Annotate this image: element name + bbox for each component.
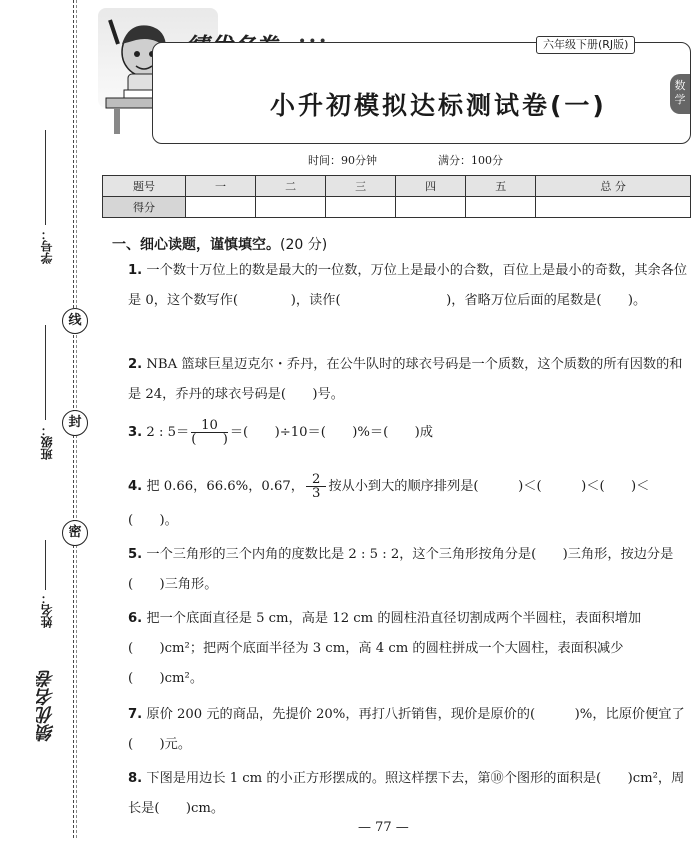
question-number: 7. xyxy=(128,707,143,722)
score-cell-total[interactable] xyxy=(536,197,691,218)
question-text: 一个数十万位上的数是最大的一位数，万位上是最小的合数，百位上是最小的奇数，其余各位是 0，这个数写作( )，读作( )，省略万位后面的尾数是( )。 xyxy=(128,263,688,308)
seal-xian: 线 xyxy=(62,308,88,334)
page-title: 小升初模拟达标测试卷(一) xyxy=(270,91,607,120)
subject-char-1: 数 xyxy=(674,79,686,92)
side-brand-text: 绩优名卷 xyxy=(36,670,57,742)
col-1: 一 xyxy=(186,176,256,197)
question-number: 5. xyxy=(128,547,143,562)
fraction-numerator: 10 xyxy=(191,419,228,433)
question-4 xyxy=(128,470,688,538)
question-suffix: 按从小到大的顺序排列是( )＜( )＜( )＜( )。 xyxy=(128,479,650,528)
score-table xyxy=(102,175,691,218)
subject-tab xyxy=(670,74,690,114)
question-prefix: 2 : 5＝ xyxy=(146,425,190,440)
subject-char-2: 学 xyxy=(674,93,686,106)
question-8 xyxy=(128,764,688,824)
question-3 xyxy=(128,418,688,448)
seal-mi: 密 xyxy=(62,520,88,546)
score-cell-1[interactable] xyxy=(186,197,256,218)
question-text: 下图是用边长 1 cm 的小正方形摆成的。照这样摆下去，第⑩个图形的面积是( )cm²，周长是( )cm。 xyxy=(128,771,685,816)
fraction xyxy=(306,473,326,500)
row-label-question-no: 题号 xyxy=(103,176,186,197)
fraction xyxy=(191,419,228,446)
question-text: 原价 200 元的商品，先提价 20%，再打八折销售，现价是原价的( )%，比原价便宜了( )元。 xyxy=(128,707,685,752)
col-4: 四 xyxy=(396,176,466,197)
fraction-denominator: 3 xyxy=(311,486,321,501)
score-cell-5[interactable] xyxy=(466,197,536,218)
score-cell-4[interactable] xyxy=(396,197,466,218)
question-text: 一个三角形的三个内角的度数比是 2 : 5 : 2，这个三角形按角分是( )三角形，按边分是( )三角形。 xyxy=(128,547,674,592)
question-number: 1. xyxy=(128,263,143,278)
student-id-label: 学号： xyxy=(40,228,54,264)
full-score: 满分：100分 xyxy=(438,154,503,167)
question-number: 4. xyxy=(128,479,143,494)
question-prefix: 把 0.66，66.6%，0.67， xyxy=(146,479,304,494)
question-number: 2. xyxy=(128,357,143,372)
student-id-blank xyxy=(45,130,46,225)
name-label: 姓名： xyxy=(40,592,54,628)
question-2 xyxy=(128,350,688,410)
page-number: — 77 — xyxy=(358,820,409,835)
question-number: 8. xyxy=(128,771,143,786)
question-1 xyxy=(128,256,688,316)
score-table-score-row xyxy=(103,197,691,218)
row-label-score: 得分 xyxy=(103,197,186,218)
name-blank xyxy=(45,540,46,590)
score-cell-3[interactable] xyxy=(326,197,396,218)
side-brand-logo xyxy=(34,670,68,770)
col-5: 五 xyxy=(466,176,536,197)
section-points: (20 分) xyxy=(280,237,328,253)
question-6 xyxy=(128,604,688,694)
question-text: NBA 篮球巨星迈克尔・乔丹，在公牛队时的球衣号码是一个质数，这个质数的所有因数的和是 24，乔丹的球衣号码是( )号。 xyxy=(128,357,683,402)
question-text: 把一个底面直径是 5 cm，高是 12 cm 的圆柱沿直径切割成两个半圆柱，表面积增加( )cm²；把两个底面半径为 3 cm，高 4 cm 的圆柱拼成一个大圆柱，表面积减少( )cm²。 xyxy=(128,611,642,686)
score-cell-2[interactable] xyxy=(256,197,326,218)
col-3: 三 xyxy=(326,176,396,197)
col-2: 二 xyxy=(256,176,326,197)
question-number: 6. xyxy=(128,611,143,626)
section-title: 一、细心读题，谨慎填空。 xyxy=(112,237,280,253)
fraction-denominator: ( ) xyxy=(191,432,228,447)
question-5 xyxy=(128,540,688,600)
question-suffix: ＝( )÷10＝( )%＝( )成 xyxy=(229,425,433,440)
class-blank xyxy=(45,325,46,420)
seal-feng: 封 xyxy=(62,410,88,436)
question-7 xyxy=(128,700,688,760)
exam-time: 时间：90分钟 xyxy=(308,154,377,167)
score-table-header-row xyxy=(103,176,691,197)
fraction-numerator: 2 xyxy=(306,473,326,487)
grade-tag: 六年级下册(RJ版) xyxy=(536,36,635,54)
question-number: 3. xyxy=(128,425,143,440)
section-heading xyxy=(112,234,327,254)
col-total: 总 分 xyxy=(536,176,691,197)
class-label: 班级： xyxy=(40,424,54,460)
